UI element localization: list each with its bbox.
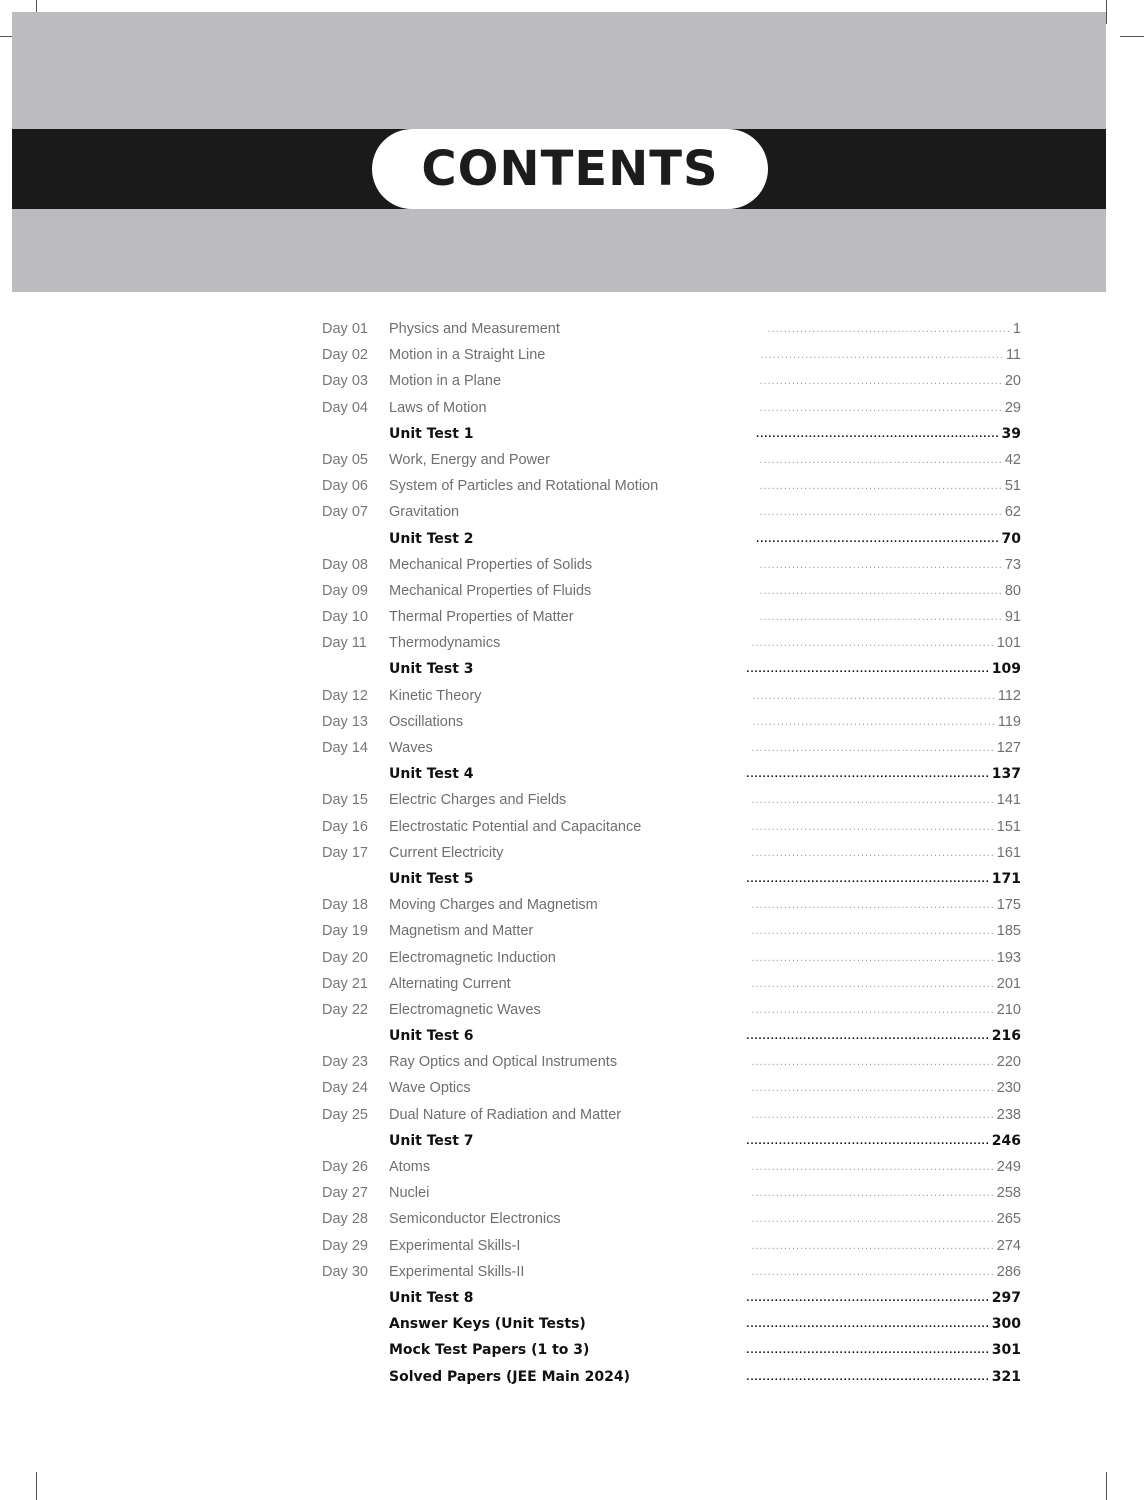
page-number: 297 <box>991 1289 1021 1306</box>
dot-leader: ............................................................ <box>759 506 1003 519</box>
topic-title: Semiconductor Electronics <box>389 1211 561 1228</box>
day-label: Day 05 <box>322 451 368 468</box>
page-number: 274 <box>996 1237 1021 1254</box>
topic-title: Kinetic Theory <box>389 687 482 704</box>
day-label: Day 22 <box>322 1001 368 1018</box>
page-ref <box>751 1259 1021 1285</box>
page-number: 175 <box>996 897 1021 914</box>
page-number: 62 <box>1004 504 1021 521</box>
page-number: 42 <box>1004 451 1021 468</box>
page-number: 109 <box>991 661 1021 678</box>
topic-title: Unit Test 2 <box>389 530 474 547</box>
dot-leader: ............................................................ <box>751 846 995 859</box>
page-ref <box>751 840 1021 866</box>
topic-title: Moving Charges and Magnetism <box>389 897 598 914</box>
topic-title: Unit Test 1 <box>389 425 474 442</box>
day-label: Day 09 <box>322 582 368 599</box>
topic-title: Thermal Properties of Matter <box>389 609 574 626</box>
dot-leader: ............................................................ <box>746 872 990 885</box>
page-ref <box>751 1206 1021 1232</box>
topic-title: Experimental Skills-I <box>389 1237 521 1254</box>
toc-entry <box>0 1049 1144 1075</box>
dot-leader: ............................................................ <box>751 1161 995 1173</box>
toc-entry <box>0 368 1144 394</box>
dot-leader: ............................................................ <box>751 1239 995 1252</box>
day-label: Day 23 <box>322 1054 368 1071</box>
day-label: Day 25 <box>322 1106 368 1123</box>
page-number: 161 <box>996 844 1021 861</box>
topic-title: Unit Test 8 <box>389 1289 474 1306</box>
page-ref <box>746 1364 1021 1390</box>
page-number: 29 <box>1004 399 1021 416</box>
dot-leader: ............................................................ <box>751 1265 995 1278</box>
dot-leader: ............................................................ <box>746 663 990 676</box>
day-label: Day 02 <box>322 347 368 364</box>
page-number: 151 <box>996 818 1021 835</box>
day-label: Day 13 <box>322 713 368 730</box>
page-ref <box>751 1154 1021 1180</box>
dot-leader: ............................................................ <box>746 1030 990 1043</box>
page-ref <box>759 368 1021 394</box>
page-number: 201 <box>996 975 1021 992</box>
topic-title: Gravitation <box>389 504 460 521</box>
toc-entry <box>0 892 1144 918</box>
topic-title: Motion in a Straight Line <box>389 347 546 364</box>
page-ref <box>746 761 1021 787</box>
page-ref <box>756 526 1021 552</box>
table-of-contents <box>0 316 1144 1390</box>
toc-entry <box>0 604 1144 630</box>
topic-title: Dual Nature of Radiation and Matter <box>389 1106 622 1123</box>
page-ref <box>751 814 1021 840</box>
page-number: 301 <box>991 1342 1021 1359</box>
topic-title: Answer Keys (Unit Tests) <box>389 1316 586 1333</box>
day-label: Day 15 <box>322 792 368 809</box>
toc-section-entry <box>0 1128 1144 1154</box>
toc-entry <box>0 971 1144 997</box>
page-number: 220 <box>996 1054 1021 1071</box>
toc-entry <box>0 918 1144 944</box>
page-number: 39 <box>1001 425 1021 442</box>
page-number: 112 <box>997 687 1021 704</box>
toc-entry <box>0 1206 1144 1232</box>
dot-leader: ............................................................ <box>759 558 1003 571</box>
crop-mark <box>36 1472 37 1500</box>
day-label: Day 28 <box>322 1211 368 1228</box>
dot-leader: ............................................................ <box>746 1134 990 1147</box>
dot-leader: ............................................................ <box>751 1082 995 1095</box>
toc-entry <box>0 840 1144 866</box>
toc-section-entry <box>0 1337 1144 1363</box>
day-label: Day 11 <box>322 635 367 652</box>
page-number: 171 <box>991 870 1021 887</box>
page-ref <box>746 866 1021 892</box>
page-number: 127 <box>996 740 1021 756</box>
page-number: 249 <box>996 1159 1021 1175</box>
toc-section-entry <box>0 526 1144 552</box>
page-ref <box>751 997 1021 1023</box>
page-number: 141 <box>996 792 1021 809</box>
day-label: Day 19 <box>322 923 368 940</box>
dot-leader: ............................................................ <box>751 1213 995 1226</box>
page-ref <box>746 1311 1021 1337</box>
page-ref <box>746 656 1021 682</box>
page-ref <box>752 709 1021 735</box>
topic-title: Unit Test 3 <box>389 661 474 678</box>
page-ref <box>760 342 1021 368</box>
page-ref <box>751 1075 1021 1101</box>
toc-entry <box>0 630 1144 656</box>
page-number: 20 <box>1004 373 1021 390</box>
page-number: 73 <box>1004 556 1021 573</box>
page-title: CONTENTS <box>421 141 719 197</box>
dot-leader: ............................................................ <box>767 323 1011 335</box>
day-label: Day 18 <box>322 897 368 914</box>
page-ref <box>751 787 1021 813</box>
page-number: 137 <box>991 766 1021 783</box>
page-ref <box>759 604 1021 630</box>
page-ref <box>767 316 1021 342</box>
page-ref <box>759 447 1021 473</box>
dot-leader: ............................................................ <box>746 1344 990 1357</box>
dot-leader: ............................................................ <box>751 637 995 650</box>
dot-leader: ............................................................ <box>751 977 995 990</box>
toc-entry <box>0 342 1144 368</box>
topic-title: Alternating Current <box>389 975 511 992</box>
toc-section-entry <box>0 656 1144 682</box>
toc-section-entry <box>0 866 1144 892</box>
page-ref <box>759 473 1021 499</box>
page-ref <box>751 945 1021 971</box>
dot-leader: ............................................................ <box>751 925 995 938</box>
topic-title: Ray Optics and Optical Instruments <box>389 1054 618 1071</box>
day-label: Day 12 <box>322 687 368 704</box>
dot-leader: ............................................................ <box>751 742 995 754</box>
topic-title: Unit Test 6 <box>389 1028 474 1045</box>
dot-leader: ............................................................ <box>751 1187 995 1200</box>
page-ref <box>759 395 1021 421</box>
page-number: 246 <box>991 1132 1021 1149</box>
toc-entry <box>0 1180 1144 1206</box>
page-ref <box>759 499 1021 525</box>
toc-entry <box>0 814 1144 840</box>
day-label: Day 27 <box>322 1185 368 1202</box>
page-ref <box>751 1102 1021 1128</box>
day-label: Day 01 <box>322 321 368 337</box>
toc-entry <box>0 1075 1144 1101</box>
toc-entry <box>0 473 1144 499</box>
day-label: Day 06 <box>322 478 368 495</box>
toc-entry <box>0 997 1144 1023</box>
page-number: 101 <box>996 635 1021 652</box>
page-ref <box>752 683 1021 709</box>
topic-title: Unit Test 4 <box>389 766 474 783</box>
dot-leader: ............................................................ <box>759 401 1003 414</box>
dot-leader: ............................................................ <box>746 768 990 781</box>
page-ref <box>746 1128 1021 1154</box>
topic-title: Mock Test Papers (1 to 3) <box>389 1342 590 1359</box>
day-label: Day 14 <box>322 740 368 756</box>
page-number: 193 <box>996 949 1021 966</box>
toc-section-entry <box>0 1364 1144 1390</box>
page-ref <box>751 1180 1021 1206</box>
day-label: Day 08 <box>322 556 368 573</box>
page-ref <box>751 918 1021 944</box>
topic-title: Physics and Measurement <box>389 321 560 337</box>
dot-leader: ............................................................ <box>746 1291 990 1304</box>
topic-title: Magnetism and Matter <box>389 923 534 940</box>
day-label: Day 16 <box>322 818 368 835</box>
topic-title: Nuclei <box>389 1185 430 1202</box>
page-ref <box>751 1233 1021 1259</box>
dot-leader: ............................................................ <box>759 453 1003 466</box>
dot-leader: ............................................................ <box>759 611 1003 624</box>
topic-title: Solved Papers (JEE Main 2024) <box>389 1368 630 1385</box>
day-label: Day 04 <box>322 399 368 416</box>
day-label: Day 07 <box>322 504 368 521</box>
topic-title: Wave Optics <box>389 1080 471 1097</box>
dot-leader: ............................................................ <box>751 1003 995 1016</box>
day-label: Day 20 <box>322 949 368 966</box>
dot-leader: ............................................................ <box>752 715 996 728</box>
toc-entry <box>0 316 1144 342</box>
toc-section-entry <box>0 761 1144 787</box>
page-ref <box>759 552 1021 578</box>
toc-entry <box>0 1154 1144 1180</box>
dot-leader: ............................................................ <box>759 480 1003 493</box>
toc-entry <box>0 787 1144 813</box>
page-number: 80 <box>1004 582 1021 599</box>
dot-leader: ............................................................ <box>759 375 1003 388</box>
dot-leader: ............................................................ <box>752 689 996 702</box>
page-ref <box>751 892 1021 918</box>
dot-leader: ............................................................ <box>751 1108 995 1121</box>
topic-title: Electric Charges and Fields <box>389 792 567 809</box>
toc-entry <box>0 552 1144 578</box>
toc-entry <box>0 683 1144 709</box>
day-label: Day 30 <box>322 1263 368 1280</box>
page-ref <box>756 421 1021 447</box>
dot-leader: ............................................................ <box>751 951 995 964</box>
toc-entry <box>0 709 1144 735</box>
crop-mark <box>1106 0 1107 24</box>
page-ref <box>759 578 1021 604</box>
day-label: Day 17 <box>322 844 368 861</box>
topic-title: Experimental Skills-II <box>389 1263 525 1280</box>
topic-title: Mechanical Properties of Solids <box>389 556 593 573</box>
page-number: 265 <box>996 1211 1021 1228</box>
toc-entry <box>0 735 1144 761</box>
toc-entry <box>0 1233 1144 1259</box>
topic-title: Electromagnetic Induction <box>389 949 556 966</box>
page-number: 185 <box>996 923 1021 940</box>
page-number: 91 <box>1004 609 1021 626</box>
page-number: 11 <box>1005 347 1021 364</box>
dot-leader: ............................................................ <box>751 1056 995 1069</box>
day-label: Day 03 <box>322 373 368 390</box>
page-number: 1 <box>1012 321 1021 337</box>
topic-title: Atoms <box>389 1159 431 1175</box>
page-number: 210 <box>996 1001 1021 1018</box>
topic-title: Oscillations <box>389 713 464 730</box>
topic-title: Laws of Motion <box>389 399 487 416</box>
page-ref <box>751 971 1021 997</box>
page-ref <box>751 735 1021 761</box>
page-number: 230 <box>996 1080 1021 1097</box>
toc-entry <box>0 1102 1144 1128</box>
dot-leader: ............................................................ <box>760 349 1004 362</box>
topic-title: System of Particles and Rotational Motion <box>389 478 659 495</box>
dot-leader: ............................................................ <box>756 427 1000 440</box>
page-number: 300 <box>991 1316 1021 1333</box>
toc-entry <box>0 945 1144 971</box>
day-label: Day 26 <box>322 1159 368 1175</box>
page-ref <box>746 1023 1021 1049</box>
topic-title: Work, Energy and Power <box>389 451 550 468</box>
topic-title: Electrostatic Potential and Capacitance <box>389 818 642 835</box>
topic-title: Mechanical Properties of Fluids <box>389 582 592 599</box>
dot-leader: ............................................................ <box>751 820 995 833</box>
page-number: 321 <box>991 1368 1021 1385</box>
toc-section-entry <box>0 421 1144 447</box>
title-pill <box>372 129 768 209</box>
dot-leader: ............................................................ <box>746 1318 990 1331</box>
page-number: 286 <box>996 1263 1021 1280</box>
day-label: Day 29 <box>322 1237 368 1254</box>
page-number: 70 <box>1001 530 1021 547</box>
dot-leader: ............................................................ <box>751 899 995 912</box>
toc-entry <box>0 499 1144 525</box>
dot-leader: ............................................................ <box>756 532 1000 545</box>
toc-entry <box>0 395 1144 421</box>
topic-title: Current Electricity <box>389 844 504 861</box>
page-number: 258 <box>996 1185 1021 1202</box>
day-label: Day 24 <box>322 1080 368 1097</box>
dot-leader: ............................................................ <box>746 1370 990 1383</box>
topic-title: Motion in a Plane <box>389 373 502 390</box>
topic-title: Waves <box>389 740 433 756</box>
topic-title: Thermodynamics <box>389 635 501 652</box>
dot-leader: ............................................................ <box>751 794 995 807</box>
page-ref <box>746 1337 1021 1363</box>
day-label: Day 21 <box>322 975 368 992</box>
toc-section-entry <box>0 1285 1144 1311</box>
page-ref <box>746 1285 1021 1311</box>
page-number: 216 <box>991 1028 1021 1045</box>
topic-title: Unit Test 7 <box>389 1132 474 1149</box>
page-number: 238 <box>996 1106 1021 1123</box>
toc-entry <box>0 1259 1144 1285</box>
dot-leader: ............................................................ <box>759 584 1003 597</box>
day-label: Day 10 <box>322 609 368 626</box>
page-ref <box>751 1049 1021 1075</box>
page-ref <box>751 630 1021 656</box>
topic-title: Electromagnetic Waves <box>389 1001 541 1018</box>
crop-mark <box>1120 36 1144 37</box>
toc-section-entry <box>0 1311 1144 1337</box>
toc-section-entry <box>0 1023 1144 1049</box>
toc-entry <box>0 447 1144 473</box>
crop-mark <box>1106 1472 1107 1500</box>
page-number: 51 <box>1004 478 1021 495</box>
toc-entry <box>0 578 1144 604</box>
page-number: 119 <box>997 713 1021 730</box>
topic-title: Unit Test 5 <box>389 870 474 887</box>
